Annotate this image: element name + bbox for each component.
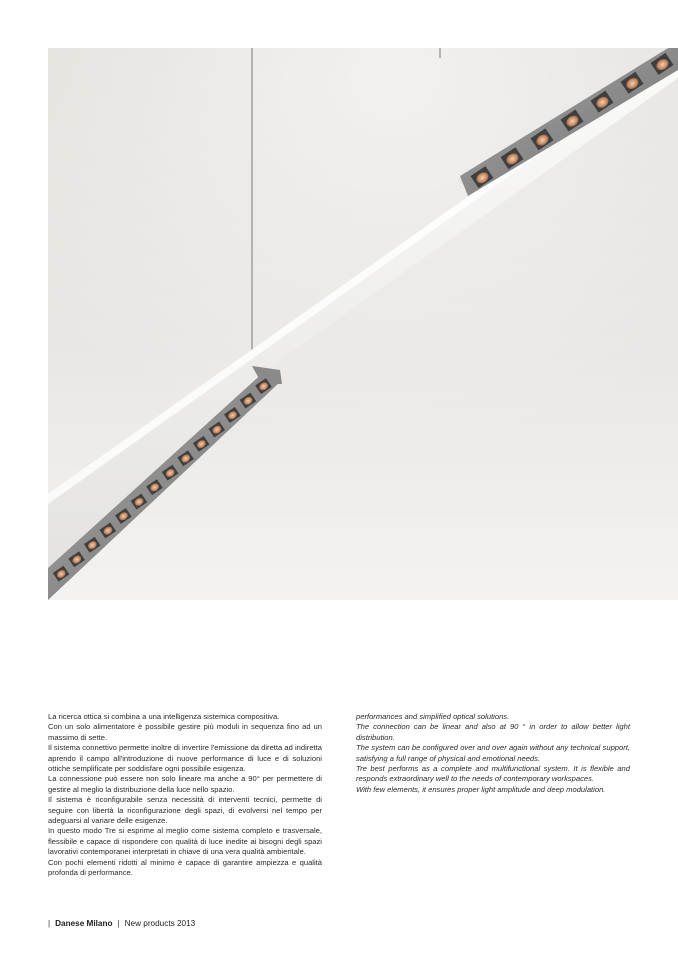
footer-brand: Danese Milano (55, 919, 113, 928)
page-footer (48, 919, 195, 928)
footer-subtitle: New products 2013 (124, 919, 196, 928)
paragraph: Il sistema connettivo permette inoltre di invertire l'emissione da diretta ad indiretta aprendo il campo all'introduzione di nuove performance di luce e di soluzioni ottiche semplificate per soddisfare ogni possibile esigenza. (48, 743, 322, 774)
paragraph: The system can be configured over and over again without any technical support, satisfying a full range of physical and emotional needs. (356, 743, 630, 763)
footer-separator: | (48, 919, 51, 928)
paragraph: Con un solo alimentatore è possibile gestire più moduli in sequenza fino ad un massimo di sette. (48, 722, 322, 742)
paragraph: Tre best performs as a complete and multifunctional system. It is flexible and responds extraordinary well to the needs of contemporary workspaces. (356, 764, 630, 784)
paragraph: The connection can be linear and also at 90 ° in order to allow better light distribution. (356, 722, 630, 742)
luminaire-illustration (48, 48, 678, 600)
paragraph: With few elements, it ensures proper light amplitude and deep modulation. (356, 784, 606, 794)
paragraph: Il sistema è riconfigurabile senza necessità di interventi tecnici, permette di seguire con libertà la riconfigurazione degli spazi, di evolversi nel tempo per adeguarsi al variare delle esigenze. (48, 795, 322, 826)
english-text-column (356, 712, 630, 795)
italian-text-column (48, 712, 322, 879)
paragraph: La connessione può essere non solo lineare ma anche a 90° per permettere di gestire al meglio la distribuzione della luce nello spazio. (48, 774, 322, 794)
paragraph: La ricerca ottica si combina a una intelligenza sistemica compositiva. (48, 712, 280, 721)
paragraph: performances and simplified optical solutions. (356, 712, 510, 721)
product-photo (48, 48, 678, 600)
paragraph: In questo modo Tre si esprime al meglio come sistema completo e trasversale, flessibile e capace di rispondere con qualità di luce inedite ai bisogni degli spazi lavorativi contemporanei interpretati in chiave di una vera qualità ambientale. (48, 826, 322, 857)
footer-separator: | (117, 919, 120, 928)
paragraph: Con pochi elementi ridotti al minimo è capace di garantire ampiezza e qualità profonda di performance. (48, 857, 322, 878)
